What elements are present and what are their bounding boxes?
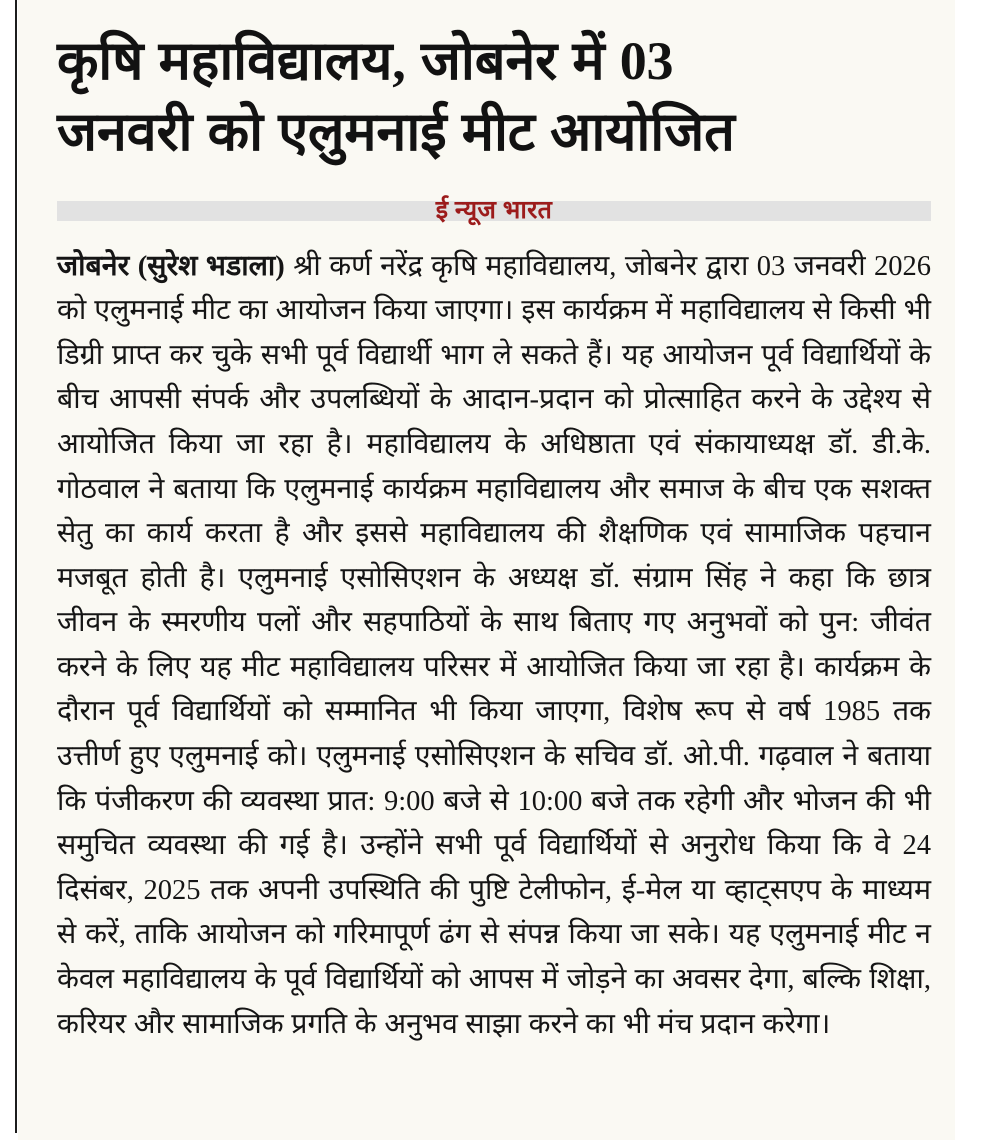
byline-section [57,185,933,239]
article-text: श्री कर्ण नरेंद्र कृषि महाविद्यालय, जोबनेर द्वारा 03 जनवरी 2026 को एलुमनाई मीट का आयोजन किया जाएगा। इस कार्यक्रम में महाविद्यालय से किसी भी डिग्री प्राप्त कर चुके सभी पूर्व विद्यार्थी भाग ले सकते हैं। यह आयोजन पूर्व विद्यार्थियों के बीच आपसी संपर्क और उपलब्धियों के आदान-प्रदान को प्रोत्साहित करने के उद्देश्य से आयोजित किया जा रहा है। महाविद्यालय के अधिष्ठाता एवं संकायाध्यक्ष डॉ. डी.के. गोठवाल ने बताया कि एलुमनाई कार्यक्रम महाविद्यालय और समाज के बीच एक सशक्त सेतु का कार्य करता है और इससे महाविद्यालय की शैक्षणिक एवं सामाजिक पहचान मजबूत होती है। एलुमनाई एसोसिएशन के अध्यक्ष डॉ. संग्राम सिंह ने कहा कि छात्र जीवन के स्मरणीय पलों और सहपाठियों के साथ बिताए गए अनुभवों को पुन: जीवंत करने के लिए यह मीट महाविद्यालय परिसर में आयोजित किया जा रहा है। कार्यक्रम के दौरान पूर्व विद्यार्थियों को सम्मानित भी किया जाएगा, विशेष रूप से वर्ष 1985 तक उत्तीर्ण हुए एलुमनाई को। एलुमनाई एसोसिएशन के सचिव डॉ. ओ.पी. गढ़वाल ने बताया कि पंजीकरण की व्यवस्था प्रात: 9:00 बजे से 10:00 बजे तक रहेगी और भोजन की भी समुचित व्यवस्था की गई है। उन्होंने सभी पूर्व विद्यार्थियों से अनुरोध किया कि वे 24 दिसंबर, 2025 तक अपनी उपस्थिति की पुष्टि टेलीफोन, ई-मेल या व्हाट्सएप के माध्यम से करें, ताकि आयोजन को गरिमापूर्ण ढंग से संपन्न किया जा सके। यह एलुमनाई मीट न केवल महाविद्यालय के पूर्व विद्यार्थियों को आपस में जोड़ने का अवसर देगा, बल्कि शिक्षा, करियर और सामाजिक प्रगति के अनुभव साझा करने का भी मंच प्रदान करेगा। [57,250,932,1040]
article-dateline: जोबनेर (सुरेश भडाला) [57,250,285,282]
headline [57,0,933,169]
byline-source: ई न्यूज भारत [435,196,553,224]
column-divider-rule [15,0,17,1133]
article-content [57,0,933,1140]
headline-line-2: जनवरी को एलुमनाई मीट आयोजित [57,102,735,163]
article-body [57,239,931,1048]
headline-line-1: कृषि महाविद्यालय, जोबनेर में 03 [57,31,674,91]
